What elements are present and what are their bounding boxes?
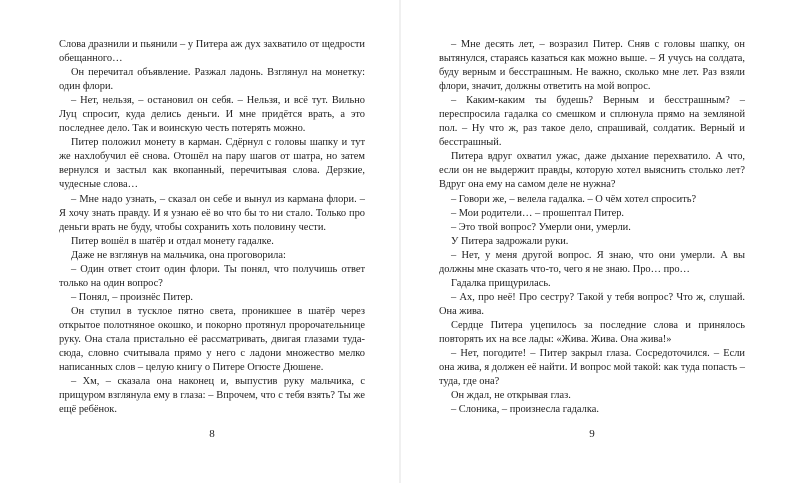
paragraph: – Мне надо узнать, – сказал он себе и вынул из кармана флори. – Я хочу знать правду. И я узнаю её во что бы то ни стало. Только про деньги врать не буду, чтобы сохранить хоть половину чести. — [59, 193, 365, 233]
left-page-text — [59, 38, 365, 417]
paragraph: Сердце Питера уцепилось за последние слова и принялось повторять их на все лады: «Жива. Жива. Она жива!» — [439, 319, 745, 345]
left-page-number: 8 — [209, 428, 215, 440]
paragraph: – Нет, погодите! – Питер закрыл глаза. Сосредоточился. – Если она жива, я должен её найти. И вопрос мой такой: как туда попасть – туда, где она? — [439, 348, 745, 388]
paragraph: – Слоника, – произнесла гадалка. — [451, 404, 599, 416]
paragraph: Питера вдруг охватил ужас, даже дыхание перехватило. А что, если он не выдержит правды, которую хотел выяснить столько лет? Вдруг она ему на самом деле не нужна? — [439, 151, 745, 191]
paragraph: Он ступил в тусклое пятно света, проникшее в шатёр через открытое полотняное окошко, и покорно протянул пророчательнице руку. Она стала пристально её рассматривать, двигая глазами туда-сюда, словно считывала прямо у него с ладони множество мелко написанных слов – целую книгу о Питере Огюсте Дюшене. — [59, 305, 365, 374]
paragraph: – Один ответ стоит один флори. Ты понял, что получишь ответ только на один вопрос? — [59, 263, 365, 289]
paragraph: – Каким-каким ты будешь? Верным и бесстрашным? – переспросила гадалка со смешком и сплюнула прямо на земляной пол. – Ну что ж, раз такое дело, спрашивай, солдатик. Верный и бесстрашный. — [439, 95, 745, 149]
right-page-number: 9 — [589, 428, 595, 440]
paragraph: У Питера задрожали руки. — [451, 235, 569, 247]
paragraph: Питер положил монету в карман. Сдёрнул с головы шапку и тут же нахлобучил её снова. Отошёл на пару шагов от шатра, но затем вернулся и застыл как вкопанный, перечитывая слова. Дерзкие, чудесные слова… — [59, 137, 365, 191]
paragraph: Даже не взглянув на мальчика, она проговорила: — [71, 249, 286, 261]
paragraph: – Понял, – произнёс Питер. — [71, 291, 194, 303]
paragraph: – Мне десять лет, – возразил Питер. Сняв с головы шапку, он вытянулся, стараясь казаться как можно выше. – Я учусь на солдата, буду верным и бесстрашным. Не важно, сколько мне лет. Раз взяли флори, значит, должны ответить на мой вопрос. — [439, 39, 745, 93]
page-gutter — [399, 0, 401, 483]
paragraph: – Хм, – сказала она наконец и, выпустив руку мальчика, с прищуром взглянула ему в глаза: – Впрочем, что с тебя взять? Ты же ещё ребёнок. — [59, 376, 365, 416]
paragraph: – Нет, у меня другой вопрос. Я знаю, что они умерли. А вы должны мне сказать что-то, чего я не знаю. Про… про… — [439, 249, 745, 275]
right-page-text — [439, 38, 745, 417]
paragraph: Он перечитал объявление. Разжал ладонь. Взглянул на монетку: один флори. — [59, 67, 365, 93]
paragraph: Гадалка прищурилась. — [451, 277, 551, 289]
paragraph: Питер вошёл в шатёр и отдал монету гадалке. — [71, 235, 274, 247]
paragraph: Слова дразнили и пьянили – у Питера аж дух захватило от щедрости обещанного… — [59, 39, 365, 65]
paragraph: – Мои родители… – прошептал Питер. — [451, 207, 625, 219]
paragraph: – Это твой вопрос? Умерли они, умерли. — [451, 221, 631, 233]
paragraph: Он ждал, не открывая глаз. — [451, 390, 571, 402]
paragraph: – Говори же, – велела гадалка. – О чём хотел спросить? — [451, 193, 697, 205]
paragraph: – Нет, нельзя, – остановил он себя. – Нельзя, и всё тут. Вильно Луц спросит, куда делись деньги. И мне придётся врать, а это последнее дело. Так и воинскую честь потерять можно. — [59, 95, 365, 135]
paragraph: – Ах, про неё! Про сестру? Такой у тебя вопрос? Что ж, слушай. Она жива. — [439, 291, 745, 317]
